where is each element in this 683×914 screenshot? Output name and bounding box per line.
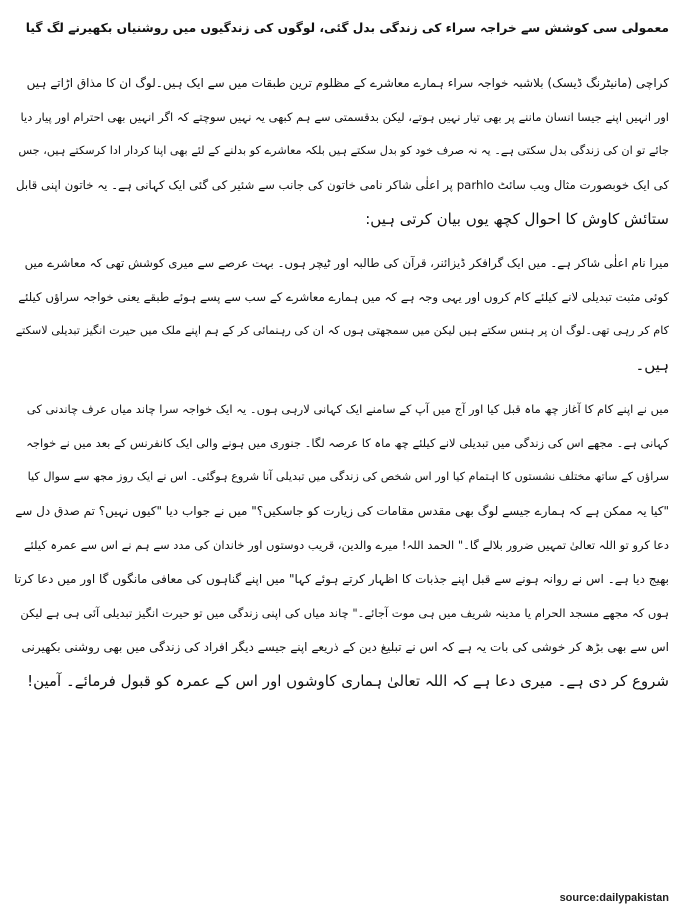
paragraph-line: بھیج دیا ہے۔ اس نے روانہ ہونے سے قبل اپنے جذبات کا اظہار کرتے ہوئے کہا" میں اپنے گناہوں کی معافی مانگوں گا اور میں دعا کرتا (14, 572, 669, 586)
paragraph-line: میرا نام اعلٰی شاکر ہے۔ میں ایک گرافکر ڈیزائنر، قرآن کی طالبہ اور ٹیچر ہوں۔ بہت عرصے سے میری کوشش تھی کہ معاشرے میں (24, 256, 669, 270)
paragraph-line: کام کر رہی تھی۔لوگ ان پر ہنس سکتے ہیں لیکن میں سمجھتی ہوں کہ ان کی رہنمائی کر کے ہم اپنے ملک میں حیرت انگیز تبدیلی لاسکتے (15, 324, 669, 337)
paragraph-line: کہانی ہے۔ مجھے اس کی زندگی میں تبدیلی لانے کیلئے چھ ماہ کا عرصہ لگا۔ جنوری میں ہونے والی ایک کانفرنس کے بعد میں نے خواجہ (26, 436, 669, 450)
paragraph-line: شروع کر دی ہے۔ میری دعا ہے کہ اللہ تعالیٰ ہماری کاوشوں اور اس کے عمرہ کو قبول فرمائے۔ آمین! (27, 672, 669, 690)
paragraph-line: کی ایک خوبصورت مثال ویب سائٹ parhlo پر اعلٰی شاکر نامی خاتون کی جانب سے شئیر کی گئی ایک کہانی ہے۔ یہ خاتون اپنی قابل (15, 178, 669, 192)
article-body (14, 66, 669, 698)
paragraph-line: سراؤں کے ساتھ مختلف نشستوں کا اہتمام کیا اور اس شخص کی زندگی میں تبدیلی آنا شروع ہوگئی۔ اس نے ایک روز مجھ سے سوال کیا (27, 470, 669, 483)
paragraph-line: اور انہیں اپنے جیسا انسان ماننے پر بھی تیار نہیں ہوتے، لیکن بدقسمتی سے ہم کبھی یہ نہیں سوچتے کہ اگر انہیں بھی احترام اور پیار دیا (20, 110, 669, 124)
paragraph-line: میں نے اپنے کام کا آغاز چھ ماہ قبل کیا اور آج میں آپ کے سامنے ایک کہانی لارہی ہوں۔ یہ ایک خواجہ سرا چاند میاں عرف چاندنی کی (26, 402, 669, 416)
paragraph-line: کوئی مثبت تبدیلی لانے کیلئے کام کروں اور یہی وجہ ہے کہ میں ہمارے معاشرے کے سب سے پسے ہوئے طبقے یعنی خواجہ سراؤں کیلئے (18, 290, 669, 304)
paragraph-line: دعا کرو تو اللہ تعالیٰ تمہیں ضرور بلالے گا۔" الحمد اللہ! میرے والدین، قریب دوستوں اور خاندان کی مدد سے ہم نے اس سے عمرہ کیلئے (23, 538, 669, 552)
paragraph-line: ہوں کہ مجھے مسجد الحرام یا مدینہ شریف میں ہی موت آجائے۔" چاند میاں کی اپنی زندگی میں تو حیرت انگیز تبدیلی آئی ہی ہے لیکن (20, 606, 669, 620)
paragraph-line: کراچی (مانیٹرنگ ڈیسک) بلاشبہ خواجہ سراء ہمارے معاشرے کے مظلوم ترین طبقات میں سے ایک ہیں۔لوگ ان کا مذاق اڑاتے ہیں (26, 76, 669, 90)
article-paragraph (14, 392, 669, 698)
paragraph-line: "کیا یہ ممکن ہے کہ ہمارے جیسے لوگ بھی مقدس مقامات کی زیارت کو جاسکیں؟" میں نے جواب دیا "کیوں نہیں؟ تم صدق دل سے (15, 504, 669, 518)
paragraph-line: ستائش کاوش کا احوال کچھ یوں بیان کرتی ہیں: (365, 210, 669, 228)
source-credit: source:dailypakistan (559, 892, 669, 904)
paragraph-line: جائے تو ان کی زندگی بدل سکتی ہے۔ یہ نہ صرف خود کو بدل سکتے ہیں بلکہ معاشرے کو بدلنے کے لئے بھی اپنا کردار ادا کرسکتے ہیں، جس (18, 144, 669, 157)
paragraph-line: اس سے بھی بڑھ کر خوشی کی بات یہ ہے کہ اس نے تبلیغ دین کے ذریعے اپنے جیسے دیگر افراد کی زندگی میں بھی روشنی بکھیرنی (21, 640, 669, 654)
paragraph-line: ہیں۔ (635, 356, 669, 374)
article-paragraph (14, 246, 669, 382)
article-headline: معمولی سی کوشش سے خراجہ سراء کی زندگی بدل گئی، لوگوں کی زندگیوں میں روشنیاں بکھیرنے لگ گیا (25, 21, 669, 35)
article-paragraph (14, 66, 669, 236)
